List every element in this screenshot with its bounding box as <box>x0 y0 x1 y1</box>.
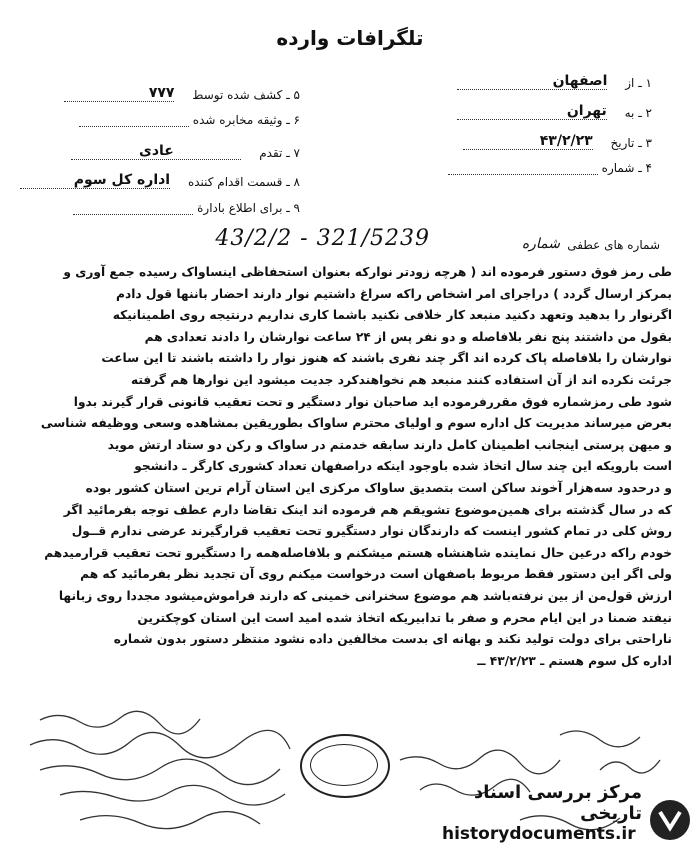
ref-label: ۶ ـ وثیقه مخابره شده <box>192 113 300 127</box>
body-line: ارزش قول‌من از بین نرفته‌باشد هم موضوع سخنرانی خمینی که دارند فراموش‌میشود مجددا روی زبانها <box>58 588 672 603</box>
priority-field <box>71 143 300 160</box>
body-line: بعرض میرساند مدیریت کل اداره سوم و اولیای محترم ساواک بطوریقین بمشاهده وسعی ووظیفه شناسی <box>40 416 672 431</box>
from-value: اصفهان <box>457 73 607 90</box>
body-line: است بارویکه این چند سال اتخاذ شده باوجود اینکه دراصفهان تعداد کشوری کارگر ـ دانشجو <box>134 459 672 474</box>
decoded-field <box>64 85 300 102</box>
stamp-seal-inner <box>310 744 378 786</box>
date-field <box>463 133 652 150</box>
to-value: تهران <box>457 103 607 120</box>
action-value: اداره کل سوم <box>20 172 170 189</box>
stamp-seal <box>300 734 390 798</box>
body-line: و درحدود سه‌هزار آخوند ساکن است بتصدیق ساواک مرکزی این استان آرام ترین استان کشور بوده <box>85 480 672 495</box>
number-label: ۴ ـ شماره <box>601 161 652 175</box>
archive-logo-icon <box>648 798 692 842</box>
body-line: بقول من داشتند پنج نفر بلافاصله و دو نفر پس از ۲۴ ساعت نوارشان را دادند تعدادی هم <box>144 329 672 344</box>
date-label: ۳ ـ تاریخ <box>610 136 652 150</box>
body-line: روش کلی در تمام کشور اینست که دارندگان نوار دستگیرو تحت تعقیب قرارگیرند عرضی ندارم قــول <box>71 524 672 539</box>
to-field <box>457 103 652 120</box>
info-label: ۹ ـ برای اطلاع بادارة <box>197 201 300 215</box>
decoded-value: ۷۷۷ <box>64 85 174 102</box>
watermark-title: مرکز بررسی اسناد تاریخی <box>474 782 642 824</box>
watermark-url: historydocuments.ir <box>442 824 636 844</box>
body-line: که در سال گذشته برای همین‌موضوع تشویقم هم فرموده اند اینک تقاضا دارم عطف توجه بفرمائید اگر <box>63 502 672 517</box>
body-line: ناراحتی برای دولت تولید نکند و بهانه ای بدست مخالفین داده نشود منتظر دستور بدون شماره <box>113 632 672 647</box>
body-line: و میهن پرستی اینجانب اطمینان کامل دارند سابقه خدمتم در ساواک و رکن دو ستاد ارتش موید <box>107 437 672 452</box>
body-line: بمرکز ارسال گردد ) دراجرای امر اشخاص راکه سراغ داشتیم نوار دارند احضار باننها قول دادم <box>116 286 672 301</box>
body-line: ولی اگر این دستور فقط مربوط باصفهان است درخواست میکنم روی آن تجدید نظر بفرمائید که هم <box>80 567 672 582</box>
priority-value: عادی <box>71 143 241 160</box>
document-title: تلگرافات وارده <box>276 26 424 50</box>
number-value-line <box>448 160 598 175</box>
number-word: شماره <box>521 236 560 252</box>
date-value: ۴۳/۲/۲۳ <box>463 133 593 150</box>
from-field <box>457 73 652 90</box>
ref-value-line <box>79 112 189 127</box>
body-line: طی رمز فوق دستور فرموده اند ( هرچه‌ زودتر نوارکه بعنوان استحفاظی اینساواک رسیده جمع آوری و <box>63 265 672 279</box>
body-line: اداره کل سوم هستم ـ ۴۳/۲/۲۳ ــ <box>477 653 672 668</box>
body-line: نیفتد ضمنا در این ایام محرم و صفر با تدابیریکه اتخاذ شده امید است این استان کوچکترین <box>137 610 672 625</box>
archive-watermark <box>442 782 642 844</box>
message-body <box>32 262 672 672</box>
body-line: اگرنوار را بدهید وتعهد دکنید منبعد کار خلافی نکنید باشما کاری نداریم درنتیجه روی اطمینانیکه <box>112 308 672 323</box>
to-label: ۲ ـ به <box>624 106 652 120</box>
action-label: ۸ ـ قسمت اقدام کننده <box>187 175 300 189</box>
message-code: 43/2/2 - 321/5239 <box>215 226 430 251</box>
decoded-label: ۵ ـ کشف شده توسط <box>192 88 300 102</box>
number-field <box>448 160 652 175</box>
body-line: نوارشان را بلافاصله پاک کرده اند اگر چند نفری باشند که هنوز نوار را داشته باشند تا این ساعت <box>101 351 672 366</box>
reference-label: شماره های عطفی <box>567 238 660 252</box>
from-label: ۱ ـ از <box>625 76 652 90</box>
action-field <box>20 172 300 189</box>
body-line: شود طی رمزشماره فوق مقررفرموده اید صاحبان نوار دستگیر و تحت تعقیب قانونی قرار گیرند بدوا <box>73 394 672 409</box>
body-line: خودم راکه درعین حال نماینده شاهنشاه هستم میشکنم و بلافاصله‌همه را دستگیرو تحت تعقیب قرارمیدهم <box>44 545 672 560</box>
priority-label: ۷ ـ تقدم <box>259 146 300 160</box>
ref-field <box>79 112 300 127</box>
info-field <box>73 200 300 215</box>
info-value-line <box>73 200 193 215</box>
body-line: جرئت نکرده اند از آن استفاده کنند منبعد هم نخواهندکرد جدیت میشود این نوارها هم گرفته <box>130 372 672 387</box>
